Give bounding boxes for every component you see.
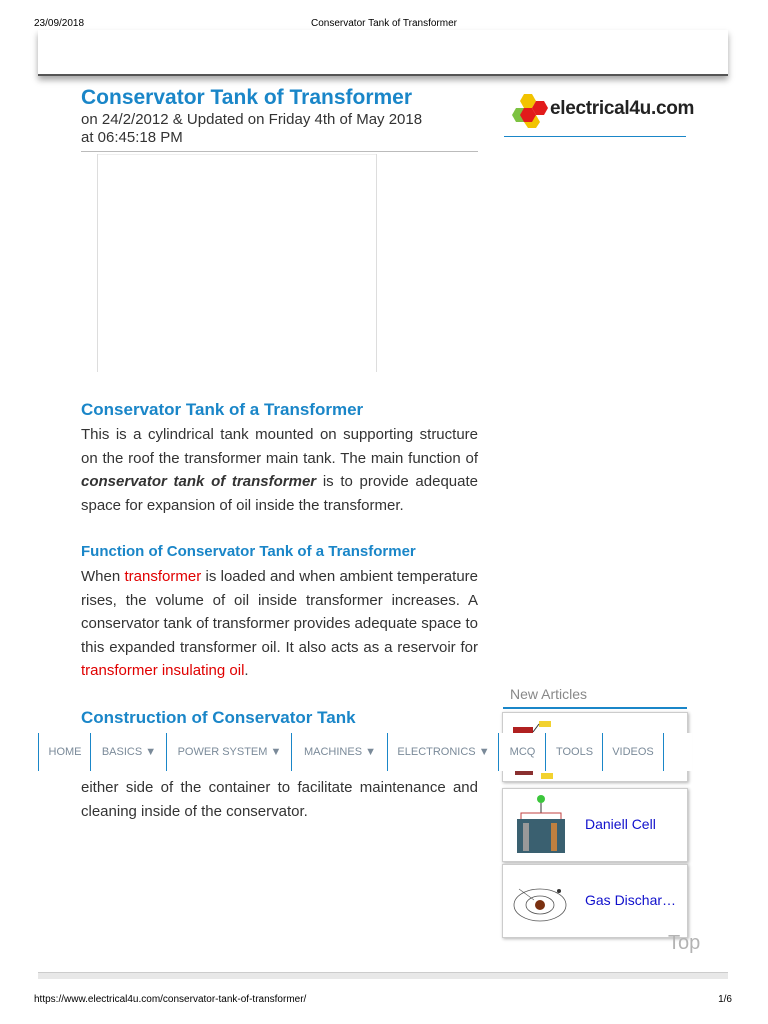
section-heading-function: Function of Conservator Tank of a Transformer — [81, 543, 416, 560]
new-articles-divider — [503, 707, 687, 709]
article-time-line: at 06:45:18 PM — [81, 129, 183, 146]
section-heading-construction: Construction of Conservator Tank — [81, 708, 356, 727]
section-heading-conservator-tank: Conservator Tank of a Transformer — [81, 400, 364, 419]
back-to-top-link[interactable]: Top — [668, 932, 701, 954]
article-date-line: on 24/2/2012 & Updated on Friday 4th of May 2018 — [81, 111, 423, 128]
new-articles-title: New Articles — [510, 686, 588, 702]
daniell-cell-thumbnail-icon — [509, 793, 571, 859]
transformer-link[interactable]: transformer — [124, 568, 202, 585]
article-image-placeholder — [97, 154, 377, 372]
site-logo[interactable] — [512, 92, 695, 128]
nav-power-system[interactable]: POWER SYSTEM ▼ — [166, 733, 292, 771]
print-title: Conservator Tank of Transformer — [311, 18, 457, 29]
article-meta — [81, 111, 478, 147]
main-nav — [38, 733, 692, 771]
site-header-bar — [38, 30, 728, 76]
article-title-link[interactable]: Daniell Cell — [585, 816, 656, 832]
logo-icon — [512, 92, 548, 128]
logo-text: electrical4u.com — [550, 98, 695, 119]
article-title-link[interactable]: Gas Dischar… — [585, 892, 677, 908]
emphasis-text: conservator tank of transformer — [81, 473, 317, 490]
gas-discharge-thumbnail-icon — [509, 869, 571, 935]
nav-tools[interactable]: TOOLS — [545, 733, 603, 771]
nav-basics[interactable]: BASICS ▼ — [90, 733, 167, 771]
section-paragraph-intro: This is a cylindrical tank mounted on supporting structure on the roof the transformer main tank. The main function of conservator tank of transformer is to provide adequate space for expansion of oil inside the transformer. — [81, 426, 478, 514]
article-header — [81, 86, 478, 152]
print-header — [0, 0, 768, 28]
nav-mcq[interactable]: MCQ — [498, 733, 546, 771]
section-paragraph-function: When transformer is loaded and when ambient temperature rises, the volume of oil inside transformer increases. A conservator tank of transformer provides adequate space to this expanded transformer oil. It also acts as a reservoir for transformer insulating oil. — [81, 568, 478, 679]
nav-home[interactable]: HOME — [38, 733, 91, 771]
bottom-bar — [38, 972, 728, 979]
nav-electronics[interactable]: ELECTRONICS ▼ — [387, 733, 499, 771]
print-page-number: 1/6 — [718, 994, 732, 1005]
nav-machines[interactable]: MACHINES ▼ — [291, 733, 388, 771]
logo-divider — [504, 136, 686, 137]
transformer-insulating-oil-link[interactable]: transformer insulating oil — [81, 662, 245, 679]
section-paragraph-construction: either side of the container to facilitate maintenance and cleaning inside of the conservator. — [81, 779, 478, 820]
new-article-card[interactable] — [502, 864, 688, 938]
nav-videos[interactable]: VIDEOS — [602, 733, 664, 771]
article-title: Conservator Tank of Transformer — [81, 86, 413, 109]
print-date: 23/09/2018 — [34, 18, 85, 29]
print-url: https://www.electrical4u.com/conservator-tank-of-transformer/ — [34, 994, 307, 1005]
title-divider — [81, 151, 478, 152]
new-article-card[interactable] — [502, 788, 688, 862]
